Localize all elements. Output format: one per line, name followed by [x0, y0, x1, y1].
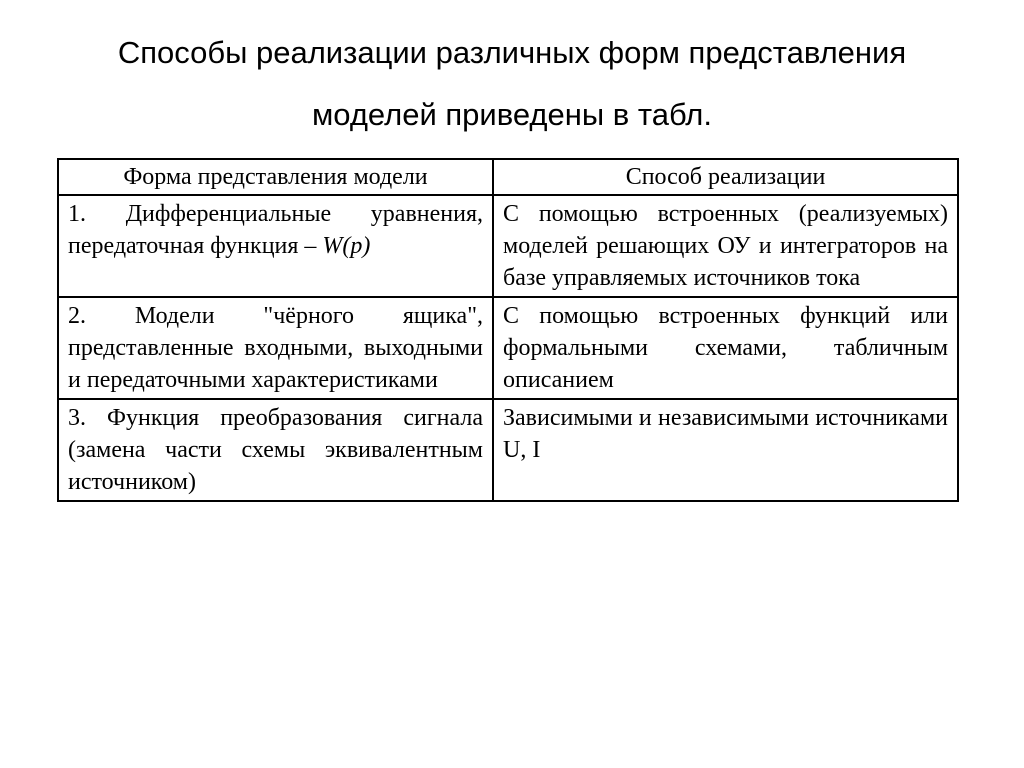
slide-title-line-2: моделей приведены в табл. [311, 97, 713, 132]
table-row [58, 297, 958, 399]
model-forms-table-container [57, 158, 957, 502]
slide-title [0, 22, 1024, 146]
table-header-row [58, 159, 958, 195]
model-form-cell [58, 195, 493, 297]
model-form-cell: 2. Модели "чёрного ящика", представленные входными, выходными и передаточными характеристиками [58, 297, 493, 399]
model-form-text: 1. Дифференциальные уравнения, передаточная функция – [68, 201, 483, 259]
implementation-method-cell: С помощью встроенных (реализуемых) моделей решающих ОУ и интеграторов на базе управляемых источников тока [493, 195, 958, 297]
model-forms-table [57, 158, 959, 502]
implementation-method-cell: С помощью встроенных функций или формальными схемами, табличным описанием [493, 297, 958, 399]
implementation-method-cell: Зависимыми и независимыми источниками U, I [493, 399, 958, 501]
table-row [58, 399, 958, 501]
model-form-cell: 3. Функция преобразования сигнала (замена части схемы эквивалентным источником) [58, 399, 493, 501]
transfer-function-symbol: W(p) [322, 233, 371, 259]
table-row [58, 195, 958, 297]
column-header-implementation-method: Способ реализации [493, 159, 958, 195]
slide-title-line-1: Способы реализации различных форм представления [117, 35, 907, 70]
column-header-model-form: Форма представления модели [58, 159, 493, 195]
